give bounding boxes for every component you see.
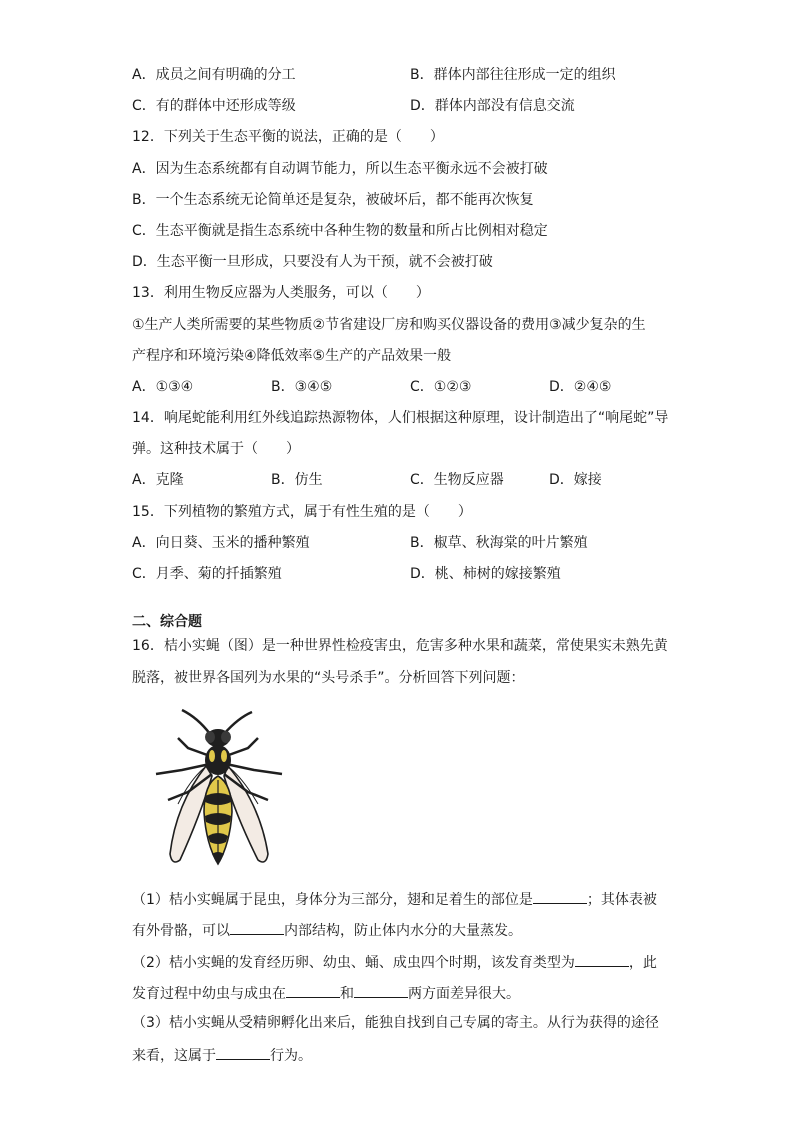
q16-part1-line2	[132, 920, 522, 940]
answer-blank[interactable]	[354, 983, 408, 998]
q16-part2-line2	[132, 983, 520, 1003]
answer-blank[interactable]	[230, 920, 284, 935]
q12-option-a: A．因为生态系统都有自动调节能力，所以生态平衡永远不会被打破	[132, 161, 548, 177]
q15-option-c: C．月季、菊的扦插繁殖	[132, 566, 282, 582]
answer-blank[interactable]	[533, 889, 587, 904]
q16-part2-text-c: 发育过程中幼虫与成虫在	[132, 986, 286, 1002]
q12-stem: 12．下列关于生态平衡的说法，正确的是（ ）	[132, 129, 444, 145]
q13-option-c: C．①②③	[410, 379, 472, 395]
q16-part1-text-c: 有外骨骼，可以	[132, 923, 230, 939]
q16-part2-text-a: （2）桔小实蝇的发育经历卵、幼虫、蛹、成虫四个时期，该发育类型为	[132, 955, 575, 971]
q12-option-b: B．一个生态系统无论简单还是复杂，被破坏后，都不能再次恢复	[132, 192, 534, 208]
answer-blank[interactable]	[216, 1045, 270, 1060]
q12-option-c: C．生态平衡就是指生态系统中各种生物的数量和所占比例相对稳定	[132, 223, 548, 239]
q16-part3-line2	[132, 1045, 312, 1065]
q11-option-b: B．群体内部往往形成一定的组织	[410, 67, 616, 83]
q12-option-d: D．生态平衡一旦形成，只要没有人为干预，就不会被打破	[132, 254, 493, 270]
q14-stem-line1: 14．响尾蛇能利用红外线追踪热源物体，人们根据这种原理，设计制造出了“响尾蛇”导	[132, 410, 669, 426]
q14-stem-line2: 弹。这种技术属于（ ）	[132, 441, 300, 457]
q16-part2-text-e: 两方面差异很大。	[408, 986, 520, 1002]
q11-option-a: A．成员之间有明确的分工	[132, 67, 296, 83]
q13-body-line2: 产程序和环境污染④降低效率⑤生产的产品效果一般	[132, 348, 452, 364]
q15-option-d: D．桃、柿树的嫁接繁殖	[410, 566, 561, 582]
q16-part3-line1: （3）桔小实蝇从受精卵孵化出来后，能独自找到自己专属的寄主。从行为获得的途径	[132, 1015, 659, 1031]
q16-part1-text-a: （1）桔小实蝇属于昆虫，身体分为三部分，翅和足着生的部位是	[132, 892, 533, 908]
q14-option-a: A．克隆	[132, 472, 184, 488]
q16-part2-text-b: ，此	[628, 955, 657, 971]
q16-part1-text-d: 内部结构，防止体内水分的大量蒸发。	[284, 923, 522, 939]
q16-part2-text-d: 和	[340, 986, 354, 1002]
q13-option-b: B．③④⑤	[271, 379, 333, 395]
q13-option-a: A．①③④	[132, 379, 194, 395]
q11-option-d: D．群体内部没有信息交流	[410, 98, 575, 114]
q16-part1-text-b: ；其体表被	[586, 892, 657, 908]
q16-part3-text-b: 来看，这属于	[132, 1048, 216, 1064]
q13-body-line1: ①生产人类所需要的某些物质②节省建设厂房和购买仪器设备的费用③减少复杂的生	[132, 317, 646, 333]
answer-blank[interactable]	[286, 983, 340, 998]
q15-option-a: A．向日葵、玉米的播种繁殖	[132, 535, 310, 551]
q14-option-d: D．嫁接	[549, 472, 602, 488]
q13-stem: 13．利用生物反应器为人类服务，可以（ ）	[132, 285, 430, 301]
q16-intro-line2: 脱落，被世界各国列为水果的“头号杀手”。分析回答下列问题：	[132, 670, 525, 686]
fruit-fly-illustration	[148, 704, 288, 874]
q14-option-c: C．生物反应器	[410, 472, 504, 488]
q16-part2-line1	[132, 952, 657, 972]
q15-stem: 15．下列植物的繁殖方式，属于有性生殖的是（ ）	[132, 504, 472, 520]
answer-blank[interactable]	[575, 952, 629, 967]
q13-option-d: D．②④⑤	[549, 379, 612, 395]
q16-part1-line1	[132, 889, 657, 909]
q15-option-b: B．椒草、秋海棠的叶片繁殖	[410, 535, 588, 551]
q14-option-b: B．仿生	[271, 472, 323, 488]
q16-part3-text-c: 行为。	[270, 1048, 312, 1064]
q16-intro-line1: 16．桔小实蝇（图）是一种世界性检疫害虫，危害多种水果和蔬菜，常使果实未熟先黄	[132, 638, 668, 654]
q11-option-c: C．有的群体中还形成等级	[132, 98, 296, 114]
section-heading: 二、综合题	[132, 614, 202, 630]
